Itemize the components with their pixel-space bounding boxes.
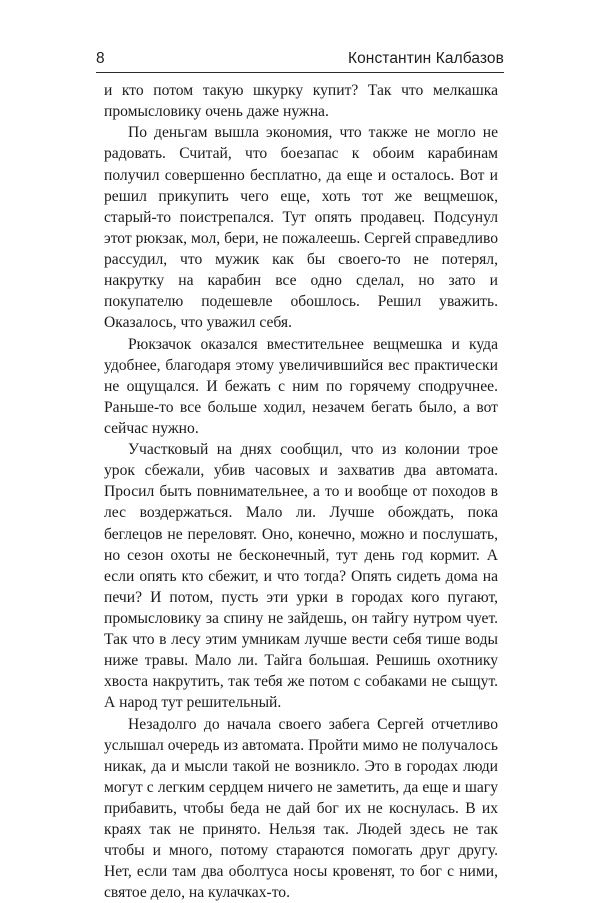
page-number: 8 (96, 50, 105, 67)
paragraph-1: и кто потом такую шкурку купит? Так что мелкашка промысловику очень даже нужна. (104, 82, 498, 121)
paragraph-5: Незадолго до начала своего забега Сергей отчетливо услышал очередь из автомата. Пройти мимо не получалось никак, да и мысли такой не возникло. Это в городах люди могут с легким сердцем ничего не заметить, да еще и шагу прибавить, чтобы беда не дай бог их не коснулась. В их краях так не принято. Нельзя так. Людей здесь не так чтобы и много, потому стараются помогать друг другу. Нет, если там два оболтуса носы кровенят, то бог с ними, святое дело, на кулачках-то. (104, 715, 498, 902)
paragraph-2: По деньгам вышла экономия, что также не могло не радовать. Считай, что боезапас к обоим карабинам получил совершенно бесплатно, да еще и осталось. Вот и решил прикупить чего еще, хоть тот же вещмешок, старый-то поистрепался. Тут опять продавец. Подсунул этот рюкзак, мол, бери, не пожалеешь. Сергей справедливо рассудил, что мужик как бы своего-то не потерял, накрутку на карабин все одно сделал, но зато и покупателю подешевле обошлось. Решил уважить. Оказалось, что уважил себя. (104, 124, 498, 332)
paragraph-3: Рюкзачок оказался вместительнее вещмешка и куда удобнее, благодаря этому увеличившийся вес практически не ощущался. И бежать с ним по горячему сподручнее. Раньше-то все больше ходил, незачем бегать было, а вот сейчас нужно. (104, 335, 498, 437)
body-text (104, 80, 498, 903)
running-head-author: Константин Калбазов (347, 50, 504, 67)
running-head (96, 44, 504, 68)
paragraph-4: Участковый на днях сообщил, что из колонии трое урок сбежали, убив часовых и захватив два автомата. Просил быть повнимательнее, а то и вообще от походов в лес воздержаться. Мало ли. Лучше обождать, пока беглецов не переловят. Оно, конечно, можно и послушать, но сезон охоты не бесконечный, тут день год кормит. А если опять кто сбежит, и что тогда? Опять сидеть дома на печи? И потом, пусть эти урки в городах кого пугают, промысловику за спину не зайдешь, он тайгу нутром чует. Так что в лесу этим умникам лучше вести себя тише воды ниже травы. Мало ли. Тайга большая. Решишь охотнику хвоста накрутить, так тебя же потом с собаками не сыщут. А народ тут решительный. (104, 441, 498, 712)
header-rule (96, 72, 504, 73)
